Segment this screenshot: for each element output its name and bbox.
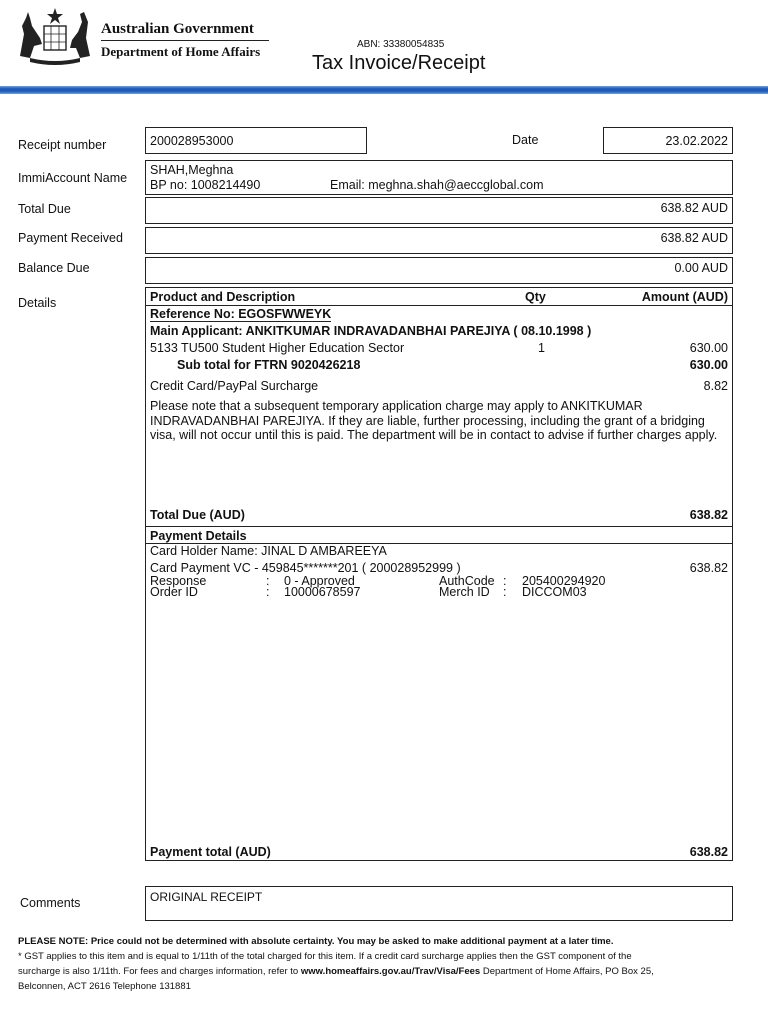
total-due-label: Total Due bbox=[18, 202, 71, 216]
balance-due-label: Balance Due bbox=[18, 261, 90, 275]
details-table bbox=[145, 287, 733, 861]
card-payment-amount: 638.82 bbox=[689, 561, 728, 575]
order-id-label: Order ID bbox=[150, 585, 198, 599]
details-total-due-label: Total Due (AUD) bbox=[150, 508, 245, 522]
comments-field bbox=[145, 886, 733, 921]
item-description: 5133 TU500 Student Higher Education Sector bbox=[150, 341, 405, 355]
item-amount: 630.00 bbox=[689, 341, 728, 355]
gst-line-2-address: Department of Home Affairs, PO Box 25, bbox=[480, 966, 654, 977]
comments-value: ORIGINAL RECEIPT bbox=[150, 890, 263, 904]
payment-received-label: Payment Received bbox=[18, 231, 123, 245]
date-field bbox=[603, 127, 733, 154]
surcharge-label: Credit Card/PayPal Surcharge bbox=[150, 379, 319, 393]
order-id-colon: : bbox=[266, 585, 270, 599]
header-band bbox=[0, 86, 768, 94]
authcode-label: AuthCode bbox=[439, 574, 495, 588]
merch-id-label: Merch ID bbox=[439, 585, 490, 599]
details-total-due-value: 638.82 bbox=[689, 508, 728, 522]
immiaccount-label: ImmiAccount Name bbox=[18, 171, 128, 185]
payment-received-field bbox=[145, 227, 733, 254]
total-due-field bbox=[145, 197, 733, 224]
fees-link[interactable]: www.homeaffairs.gov.au/Trav/Visa/Fees bbox=[300, 966, 481, 977]
authcode-value: 205400294920 bbox=[522, 574, 606, 588]
col-qty-header: Qty bbox=[525, 290, 546, 304]
immiaccount-field bbox=[145, 160, 733, 195]
subtotal-value: 630.00 bbox=[689, 358, 728, 372]
applicant-note: Please note that a subsequent temporary application charge may apply to ANKITKUMAR INDRAVADANBHAI PAREJIYA. If they are liable, further processing, including the grant of a bridging visa, will not occur until this is paid. The department will be in contact to advise if further charges apply. bbox=[150, 399, 718, 442]
col-amount-header: Amount (AUD) bbox=[641, 290, 728, 304]
card-payment: Card Payment VC - 459845*******201 ( 200028952999 ) bbox=[150, 561, 461, 575]
merch-id-value: DICCOM03 bbox=[522, 585, 587, 599]
response-label: Response bbox=[150, 574, 207, 588]
item-qty: 1 bbox=[538, 341, 545, 355]
gst-line-2-text: surcharge is also 1/11th. For fees and charges information, refer to bbox=[18, 966, 301, 977]
page-title: Tax Invoice/Receipt bbox=[312, 52, 486, 74]
merch-id-colon: : bbox=[503, 585, 507, 599]
reference-number: Reference No: EGOSFWWEYK bbox=[150, 307, 332, 321]
total-due-value: 638.82 AUD bbox=[660, 201, 728, 215]
comments-label: Comments bbox=[20, 896, 81, 910]
col-product-header: Product and Description bbox=[150, 290, 296, 304]
payment-total-value: 638.82 bbox=[689, 845, 728, 859]
header-divider bbox=[101, 40, 269, 41]
gst-line-3: Belconnen, ACT 2616 Telephone 131881 bbox=[18, 981, 191, 992]
details-label: Details bbox=[18, 296, 57, 310]
gst-line-2 bbox=[18, 964, 654, 979]
header-divider-line bbox=[146, 305, 732, 306]
footer-note: PLEASE NOTE: Price could not be determined with absolute certainty. You may be asked to make additional payment at a later time. bbox=[18, 936, 614, 947]
receipt-number-value: 200028953000 bbox=[150, 134, 234, 148]
date-value: 23.02.2022 bbox=[665, 134, 728, 148]
response-value: 0 - Approved bbox=[284, 574, 355, 588]
coat-of-arms-logo bbox=[14, 4, 96, 66]
receipt-number-label: Receipt number bbox=[18, 138, 107, 152]
subtotal-label: Sub total for FTRN 9020426218 bbox=[177, 358, 361, 372]
response-colon: : bbox=[266, 574, 270, 588]
bp-number: BP no: 1008214490 bbox=[150, 178, 261, 192]
government-name: Australian Government bbox=[101, 21, 254, 37]
surcharge-value: 8.82 bbox=[703, 379, 728, 393]
main-applicant: Main Applicant: ANKITKUMAR INDRAVADANBHAI PAREJIYA ( 08.10.1998 ) bbox=[150, 324, 592, 338]
payment-details-heading: Payment Details bbox=[150, 529, 247, 543]
gst-line-1: * GST applies to this item and is equal to 1/11th of the total charged for this item. If a credit card surcharge applies then the GST component of the bbox=[18, 951, 632, 962]
abn: ABN: 33380054835 bbox=[357, 39, 445, 50]
balance-due-value: 0.00 AUD bbox=[674, 261, 728, 275]
authcode-colon: : bbox=[503, 574, 507, 588]
immiaccount-name: SHAH,Meghna bbox=[150, 163, 234, 177]
order-id-value: 10000678597 bbox=[284, 585, 361, 599]
department-name: Department of Home Affairs bbox=[101, 44, 261, 59]
payment-received-value: 638.82 AUD bbox=[660, 231, 728, 245]
card-holder-name: Card Holder Name: JINAL D AMBAREEYA bbox=[150, 544, 387, 558]
receipt-number-field bbox=[145, 127, 367, 154]
payment-total-label: Payment total (AUD) bbox=[150, 845, 271, 859]
balance-due-field bbox=[145, 257, 733, 284]
date-label: Date bbox=[512, 133, 539, 147]
email: Email: meghna.shah@aeccglobal.com bbox=[330, 178, 544, 192]
total-divider-line bbox=[146, 526, 732, 527]
